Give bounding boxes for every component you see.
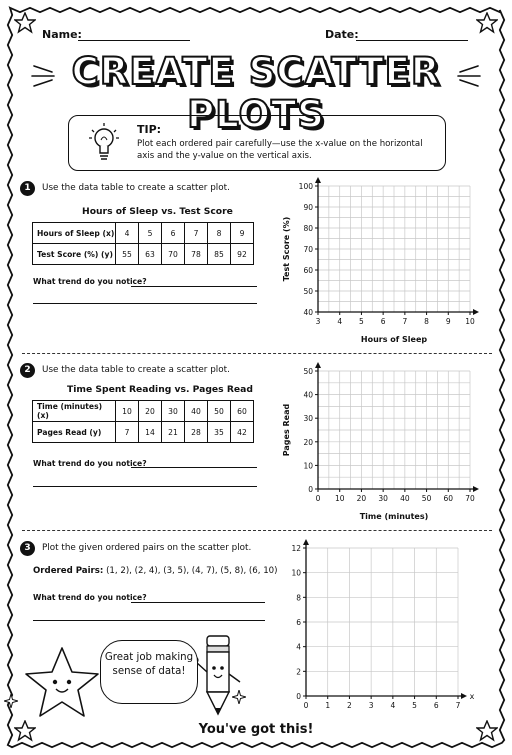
x-axis-label: Time (minutes) xyxy=(359,512,429,521)
table-cell: 14 xyxy=(139,422,162,443)
y-tick-label: 10 xyxy=(303,461,313,471)
arrow-icon xyxy=(315,177,321,183)
table-cell: 7 xyxy=(116,422,139,443)
arrow-icon xyxy=(461,693,467,699)
y-axis-label: Test Score (%) xyxy=(282,216,291,282)
table-cell: 78 xyxy=(185,244,208,265)
x-tick-label: 10 xyxy=(334,494,345,503)
trend-question: What trend do you notice? xyxy=(33,277,147,286)
y-tick-label: 4 xyxy=(296,642,301,652)
trend-question: What trend do you notice? xyxy=(33,593,147,602)
table-title: Hours of Sleep vs. Test Score xyxy=(82,206,233,217)
problem-instruction: Use the data table to create a scatter plot. xyxy=(42,365,230,375)
x-tick-label: 40 xyxy=(400,494,410,503)
table-cell: 5 xyxy=(139,223,162,244)
x-tick-label: 6 xyxy=(380,317,386,326)
x-tick-label: 8 xyxy=(424,317,429,326)
tip-box xyxy=(68,115,446,171)
table-cell: 70 xyxy=(162,244,185,265)
x-tick-label: 0 xyxy=(315,494,321,503)
answer-line[interactable] xyxy=(131,286,257,287)
table-cell: 55 xyxy=(116,244,139,265)
y-tick-label: 0 xyxy=(308,485,313,494)
y-tick-label: 6 xyxy=(296,618,301,627)
arrow-icon xyxy=(303,539,309,545)
table-cell: 8 xyxy=(208,223,231,244)
table-cell: 40 xyxy=(185,401,208,422)
table-row xyxy=(33,401,254,422)
table-cell: 42 xyxy=(231,422,254,443)
tip-text: Plot each ordered pair carefully—use the x-value on the horizontal axis and the y-value on the vertical axis. xyxy=(137,139,423,161)
answer-line[interactable] xyxy=(131,602,265,603)
x-tick-label: 5 xyxy=(412,701,417,710)
y-tick-label: 70 xyxy=(303,245,313,254)
table-cell: 50 xyxy=(208,401,231,422)
y-tick-label: 40 xyxy=(303,308,313,317)
x-tick-label: 70 xyxy=(465,494,475,503)
x-tick-label: 7 xyxy=(402,317,408,326)
x-tick-label: 4 xyxy=(390,701,396,710)
table-cell: 10 xyxy=(116,401,139,422)
star-icon xyxy=(14,12,36,34)
table-cell: 4 xyxy=(116,223,139,244)
table-row xyxy=(33,422,254,443)
section-divider xyxy=(22,353,492,354)
name-field[interactable] xyxy=(78,40,190,41)
answer-line[interactable] xyxy=(33,486,257,487)
scatter-plot-3[interactable] xyxy=(270,538,502,720)
pencil-mascot-illustration xyxy=(190,628,248,718)
y-tick-label: 40 xyxy=(303,390,313,400)
y-tick-label: 90 xyxy=(303,203,313,212)
y-axis-label: Pages Read xyxy=(282,403,291,457)
problem-number: 1 xyxy=(20,181,35,196)
lightbulb-icon xyxy=(87,120,121,166)
table-cell: 92 xyxy=(231,244,254,265)
table-cell: 85 xyxy=(208,244,231,265)
data-table xyxy=(32,400,254,443)
y-tick-label: 0 xyxy=(296,692,301,701)
name-label: Name: xyxy=(42,28,82,41)
scatter-plot-2[interactable] xyxy=(270,358,500,524)
x-tick-label: 3 xyxy=(368,701,374,710)
trend-question: What trend do you notice? xyxy=(33,459,147,468)
y-tick-label: 20 xyxy=(303,437,313,447)
tip-title: TIP: xyxy=(137,123,162,136)
x-tick-label: 10 xyxy=(465,317,475,326)
x-tick-label: 2 xyxy=(347,701,352,710)
x-tick-label: 60 xyxy=(443,494,454,503)
x-tick-label: 7 xyxy=(455,701,461,710)
table-cell: 6 xyxy=(162,223,185,244)
scatter-plot-1[interactable] xyxy=(270,172,500,348)
x-tick-label: 6 xyxy=(433,701,439,710)
arrow-icon xyxy=(315,362,321,368)
y-tick-label: 2 xyxy=(296,667,301,677)
speech-bubble xyxy=(100,640,198,704)
x-tick-label: 9 xyxy=(445,317,451,326)
answer-line[interactable] xyxy=(33,620,265,621)
y-tick-label: 80 xyxy=(303,224,313,233)
problem-instruction: Use the data table to create a scatter plot. xyxy=(42,183,230,193)
x-tick-label: 0 xyxy=(303,701,309,710)
ordered-pairs xyxy=(33,566,278,576)
x-tick-label: 4 xyxy=(337,317,343,326)
page-title: CREATE SCATTER PLOTS xyxy=(71,50,441,136)
y-tick-label: 30 xyxy=(303,414,313,424)
star-icon xyxy=(476,12,498,34)
y-tick-label: 50 xyxy=(303,287,313,296)
x-tick-label: 3 xyxy=(315,317,321,326)
sparkle-lines-icon xyxy=(30,60,60,90)
table-cell: 60 xyxy=(231,401,254,422)
y-tick-label: 10 xyxy=(291,568,301,578)
y-tick-label: 8 xyxy=(296,593,301,603)
sparkle-lines-icon xyxy=(452,60,482,90)
table-cell: 30 xyxy=(162,401,185,422)
y-tick-label: 100 xyxy=(298,182,313,191)
footer-message: You've got this! xyxy=(198,722,314,737)
table-cell: 21 xyxy=(162,422,185,443)
y-tick-label: 60 xyxy=(303,266,313,275)
y-tick-label: 50 xyxy=(303,367,313,376)
ordered-pairs-label: Ordered Pairs: xyxy=(33,566,104,576)
y-tick-label: 12 xyxy=(291,544,301,553)
problem-number: 2 xyxy=(20,363,35,378)
x-axis-label: x xyxy=(469,692,475,701)
sparkle-icon xyxy=(4,694,18,708)
problem-number: 3 xyxy=(20,541,35,556)
table-row xyxy=(33,223,254,244)
table-cell: 9 xyxy=(231,223,254,244)
star-mascot-illustration xyxy=(22,644,102,720)
table-cell: 35 xyxy=(208,422,231,443)
table-cell: 20 xyxy=(139,401,162,422)
table-row xyxy=(33,244,254,265)
row-label: Hours of Sleep (x) xyxy=(33,223,116,244)
arrow-icon xyxy=(473,486,479,492)
x-tick-label: 20 xyxy=(356,494,367,503)
row-label: Test Score (%) (y) xyxy=(33,244,116,265)
x-tick-label: 50 xyxy=(421,494,432,503)
arrow-icon xyxy=(473,309,479,315)
ordered-pairs-values: (1, 2), (2, 4), (3, 5), (4, 7), (5, 8), (6, 10) xyxy=(106,566,278,576)
table-title: Time Spent Reading vs. Pages Read xyxy=(67,384,253,395)
x-tick-label: 30 xyxy=(378,494,388,503)
data-table xyxy=(32,222,254,265)
date-field[interactable] xyxy=(356,40,468,41)
answer-line[interactable] xyxy=(131,467,257,468)
row-label: Pages Read (y) xyxy=(33,422,116,443)
answer-line[interactable] xyxy=(33,303,257,304)
date-label: Date: xyxy=(325,28,359,41)
x-axis-label: Hours of Sleep xyxy=(360,335,428,344)
row-label: Time (minutes) (x) xyxy=(33,401,116,422)
section-divider xyxy=(22,530,492,531)
x-tick-label: 1 xyxy=(325,701,331,710)
problem-instruction: Plot the given ordered pairs on the scatter plot. xyxy=(42,543,252,553)
table-cell: 28 xyxy=(185,422,208,443)
x-tick-label: 5 xyxy=(359,317,364,326)
speech-bubble-text: Great job making sense of data! xyxy=(104,652,194,677)
table-cell: 63 xyxy=(139,244,162,265)
table-cell: 7 xyxy=(185,223,208,244)
